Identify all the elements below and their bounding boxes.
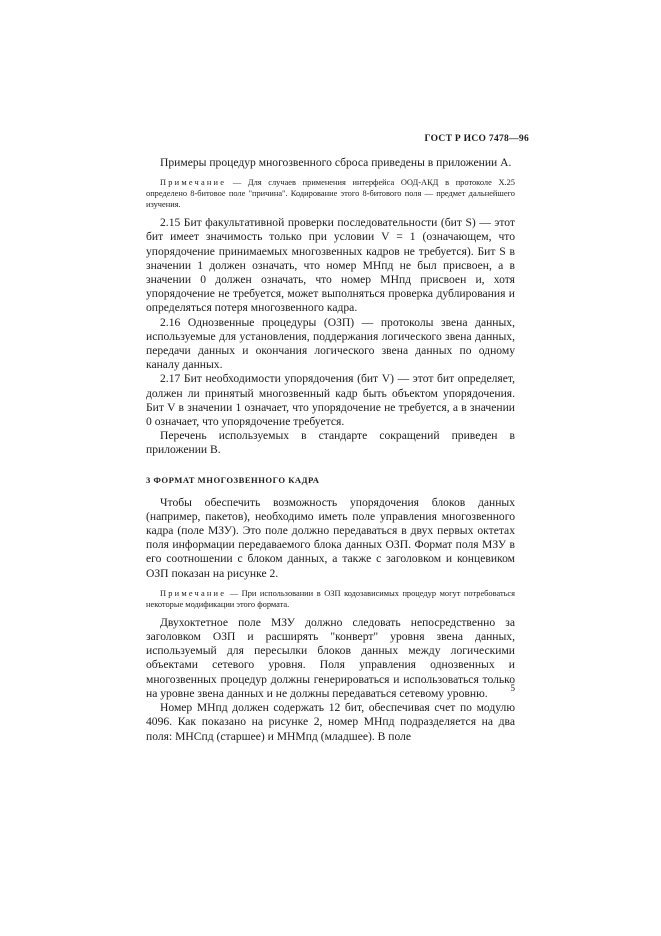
note-label: Примечание: [160, 178, 227, 188]
paragraph-mzu-field: Двухоктетное поле МЗУ должно следовать непосредственно за заголовком ОЗП и расширять "конверт" уровня звена данных, используемый для пересылки блоков данных между логическими объектами сетевого уровня. Поля управления однозвенных и многозвенных процедур должны генерироваться и использоваться только на уровне звена данных и не должны передаваться сетевому уровню.: [146, 615, 515, 700]
standard-header: ГОСТ Р ИСО 7478—96: [424, 134, 529, 144]
paragraph-annex-examples: Примеры процедур многозвенного сброса приведены в приложении А.: [160, 156, 512, 169]
paragraph-2-16: 2.16 Однозвенные процедуры (ОЗП) — протоколы звена данных, используемые для установления, поддержания логического звена данных, передачи данных и окончания логического звена данных по одному каналу данных.: [146, 315, 515, 372]
paragraph-2-15: 2.15 Бит факультативной проверки последовательности (бит S) — этот бит имеет значимость только при условии V = 1 (означающем, что упорядочение принимаемых многозвенных кадров не требуется). Бит S в значении 1 должен означать, что номер МНпд не был присвоен, а в значении 0 должен означать, что номер МНпд присвоен и, хотя упорядочение не требуется, может выполняться проверка дублирования и определяться потеря многозвенного кадра.: [146, 216, 515, 315]
paragraph-abbreviations: Перечень используемых в стандарте сокращений приведен в приложении В.: [146, 429, 515, 457]
note-code-dependent: [146, 588, 515, 610]
note-label: Примечание: [160, 588, 227, 598]
note-cause-field: [146, 177, 515, 210]
page-number: 5: [510, 683, 515, 693]
section-3-heading: 3 ФОРМАТ МНОГОЗВЕННОГО КАДРА: [146, 474, 320, 485]
paragraph-3-intro: Чтобы обеспечить возможность упорядочения блоков данных (например, пакетов), необходимо иметь поле управления многозвенного кадра (поле МЗУ). Это поле должно передаваться в двух первых октетах поля информации передаваемого блока данных ОЗП. Формат поля МЗУ в его соотношении с блоком данных, а также с заголовком и концевиком ОЗП показан на рисунке 2.: [146, 495, 515, 580]
note-text: — Для случаев применения интерфейса ООД-АКД в протоколе X.25 определено 8-битовое поле "причина". Кодирование этого 8-битового поля — предмет дальнейшего изучения.: [146, 178, 515, 210]
note-text: — При использовании в ОЗП кодозависимых процедур могут потребоваться некоторые модификации этого формата.: [146, 588, 515, 609]
page-content: [146, 156, 515, 744]
paragraph-2-17: 2.17 Бит необходимости упорядочения (бит V) — этот бит определяет, должен ли принятый многозвенный кадр быть объектом упорядочения. Бит V в значении 1 означает, что упорядочение не требуется, а в значении 0 означает, что упорядочение требуется.: [146, 372, 515, 429]
paragraph-mnpd-number: Номер МНпд должен содержать 12 бит, обеспечивая счет по модулю 4096. Как показано на рисунке 2, номер МНпд подразделяется на два поля: МНСпд (старшее) и МНМпд (младшее). В поле: [146, 701, 515, 743]
